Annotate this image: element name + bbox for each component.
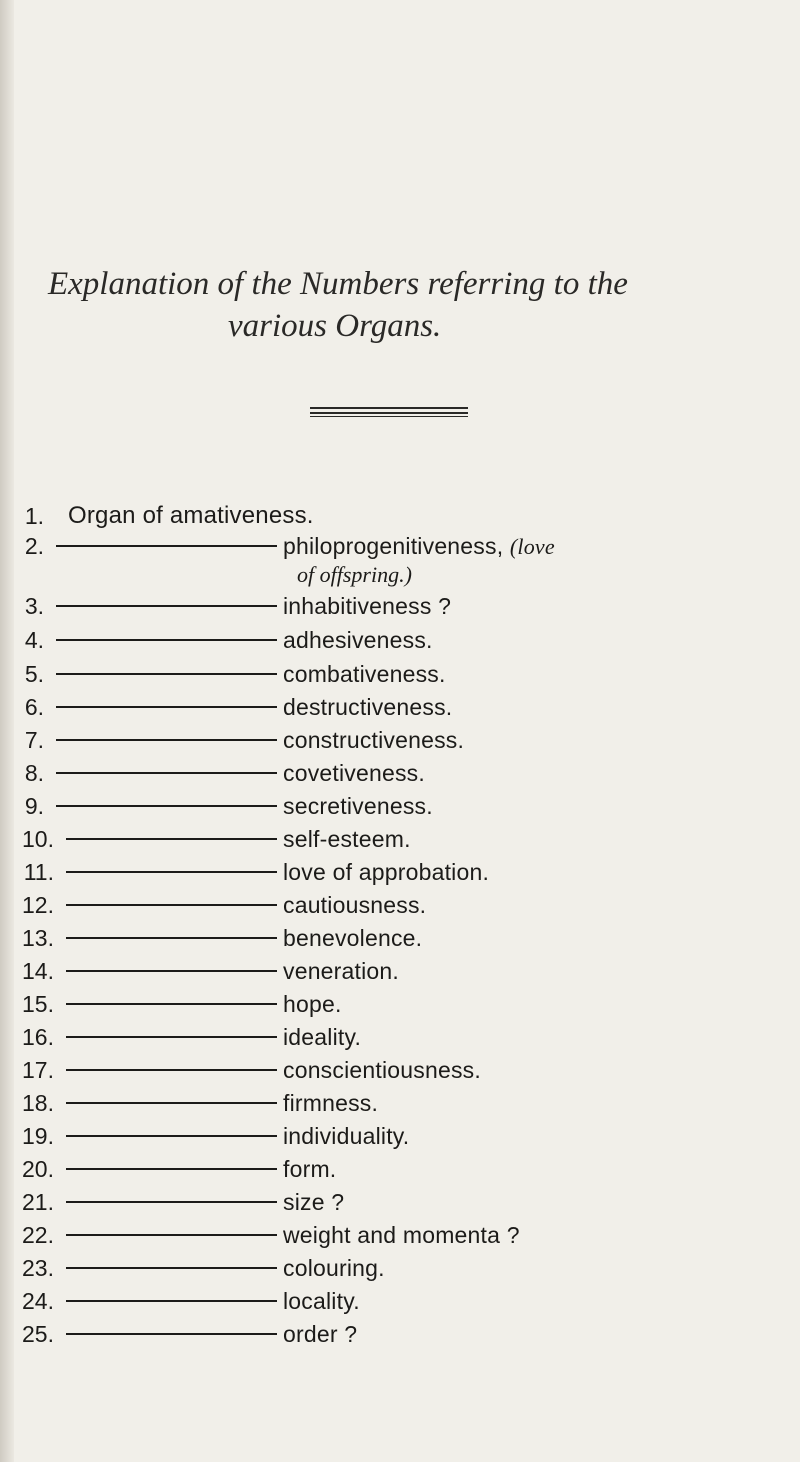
organ-name [283, 1285, 360, 1317]
ditto-dash [66, 838, 277, 840]
organ-name-text: constructiveness. [283, 727, 465, 753]
entry-number: 16. [22, 1024, 54, 1050]
organ-name [283, 955, 399, 987]
ditto-dash [56, 605, 277, 607]
organ-name [283, 889, 426, 921]
organ-name-text: cautiousness. [283, 892, 427, 918]
organ-name [283, 1120, 409, 1152]
organ-name [283, 790, 433, 822]
organ-name-text: individuality. [283, 1123, 410, 1149]
entry-number: 23. [22, 1255, 54, 1281]
entry-number: 24. [22, 1288, 54, 1314]
entry-number: 2. [24, 533, 44, 559]
ditto-dash [66, 1069, 277, 1071]
ditto-dash [56, 805, 277, 807]
organ-name-text: locality. [283, 1288, 360, 1314]
organ-name [283, 530, 555, 563]
entry-number: 21. [22, 1189, 54, 1215]
organ-name [283, 1021, 361, 1053]
organ-name [283, 1318, 357, 1350]
entry-number: 18. [22, 1090, 54, 1116]
entry-number: 17. [22, 1057, 54, 1083]
divider-rule-top [310, 407, 468, 409]
organ-name-text: philoprogenitiveness, [283, 533, 504, 559]
organ-name [283, 1054, 481, 1086]
organ-name-text: love of approbation. [283, 859, 490, 885]
ditto-dash [56, 673, 277, 675]
organ-name-text: covetiveness. [283, 760, 425, 786]
ditto-dash [66, 1333, 277, 1335]
page-title [48, 263, 788, 347]
organ-name-text: ideality. [283, 1024, 362, 1050]
divider-rule-bottom [310, 416, 468, 417]
organ-name [283, 1219, 520, 1251]
ditto-dash [66, 904, 277, 906]
divider-rule-middle [310, 412, 468, 414]
entry-number: 9. [24, 793, 44, 819]
organ-name-text: colouring. [283, 1255, 385, 1281]
organ-name [68, 500, 314, 532]
entry-number: 25. [22, 1321, 54, 1347]
entry-number: 4. [24, 627, 44, 653]
organ-name [283, 1087, 378, 1119]
entry-number: 1. [24, 503, 44, 529]
entry-number: 14. [22, 958, 54, 984]
organ-name-text: combativeness. [283, 661, 446, 687]
entry-number: 20. [22, 1156, 54, 1182]
organ-name-text: veneration. [283, 958, 399, 984]
title-line-2: various Organs. [228, 308, 442, 344]
organ-name-text: firmness. [283, 1090, 379, 1116]
organ-name-text: size ? [283, 1189, 345, 1215]
ditto-dash [56, 545, 277, 547]
ditto-dash [66, 871, 277, 873]
entry-number: 8. [24, 760, 44, 786]
organ-name [283, 988, 342, 1020]
organ-name-text: order ? [283, 1321, 358, 1347]
organ-name [283, 658, 446, 690]
entry-number: 5. [24, 661, 44, 687]
title-line-1: Explanation of the Numbers referring to the [48, 266, 628, 302]
organ-name [283, 691, 452, 723]
entry-number: 11. [23, 859, 54, 885]
ditto-dash [66, 937, 277, 939]
organ-name-text: Organ of amativeness. [68, 502, 314, 529]
organ-name [283, 624, 433, 656]
organ-name [283, 757, 425, 789]
entry-number: 12. [22, 892, 54, 918]
organ-name-text: weight and momenta ? [283, 1222, 520, 1248]
organ-name [283, 823, 411, 855]
organ-name-text: inhabitiveness ? [283, 593, 452, 619]
organ-name-text: benevolence. [283, 925, 423, 951]
entry-number: 22. [22, 1222, 54, 1248]
organ-name [283, 724, 464, 756]
ditto-dash [66, 1102, 277, 1104]
entry-number: 6. [24, 694, 44, 720]
entry-number: 7. [24, 727, 44, 753]
ditto-dash [66, 1168, 277, 1170]
organ-name [283, 856, 489, 888]
organ-note: (love [509, 534, 555, 559]
organ-name-text: adhesiveness. [283, 627, 433, 653]
organ-name [283, 1153, 336, 1185]
entry-number: 13. [22, 925, 54, 951]
ditto-dash [66, 1003, 277, 1005]
ditto-dash [66, 1135, 277, 1137]
organ-name [283, 1186, 344, 1218]
entry-number: 10. [22, 826, 54, 852]
entry-number: 19. [22, 1123, 54, 1149]
ditto-dash [66, 1300, 277, 1302]
entry-number: 3. [24, 593, 44, 619]
organ-name [283, 922, 422, 954]
organ-name-text: conscientiousness. [283, 1057, 481, 1083]
ditto-dash [66, 1201, 277, 1203]
organ-name-text: hope. [283, 991, 342, 1017]
ditto-dash [66, 1036, 277, 1038]
organ-name-text: self-esteem. [283, 826, 411, 852]
ditto-dash [66, 970, 277, 972]
ditto-dash [66, 1267, 277, 1269]
ditto-dash [56, 772, 277, 774]
organ-name-text: form. [283, 1156, 337, 1182]
organ-name-text: secretiveness. [283, 793, 433, 819]
organ-name [283, 1252, 385, 1284]
ditto-dash [56, 706, 277, 708]
entry-number: 15. [22, 991, 54, 1017]
ditto-dash [56, 739, 277, 741]
ditto-dash [66, 1234, 277, 1236]
organ-note-continuation: of offspring.) [297, 562, 412, 587]
organ-name [283, 590, 451, 622]
organ-name-text: destructiveness. [283, 694, 453, 720]
ditto-dash [56, 639, 277, 641]
